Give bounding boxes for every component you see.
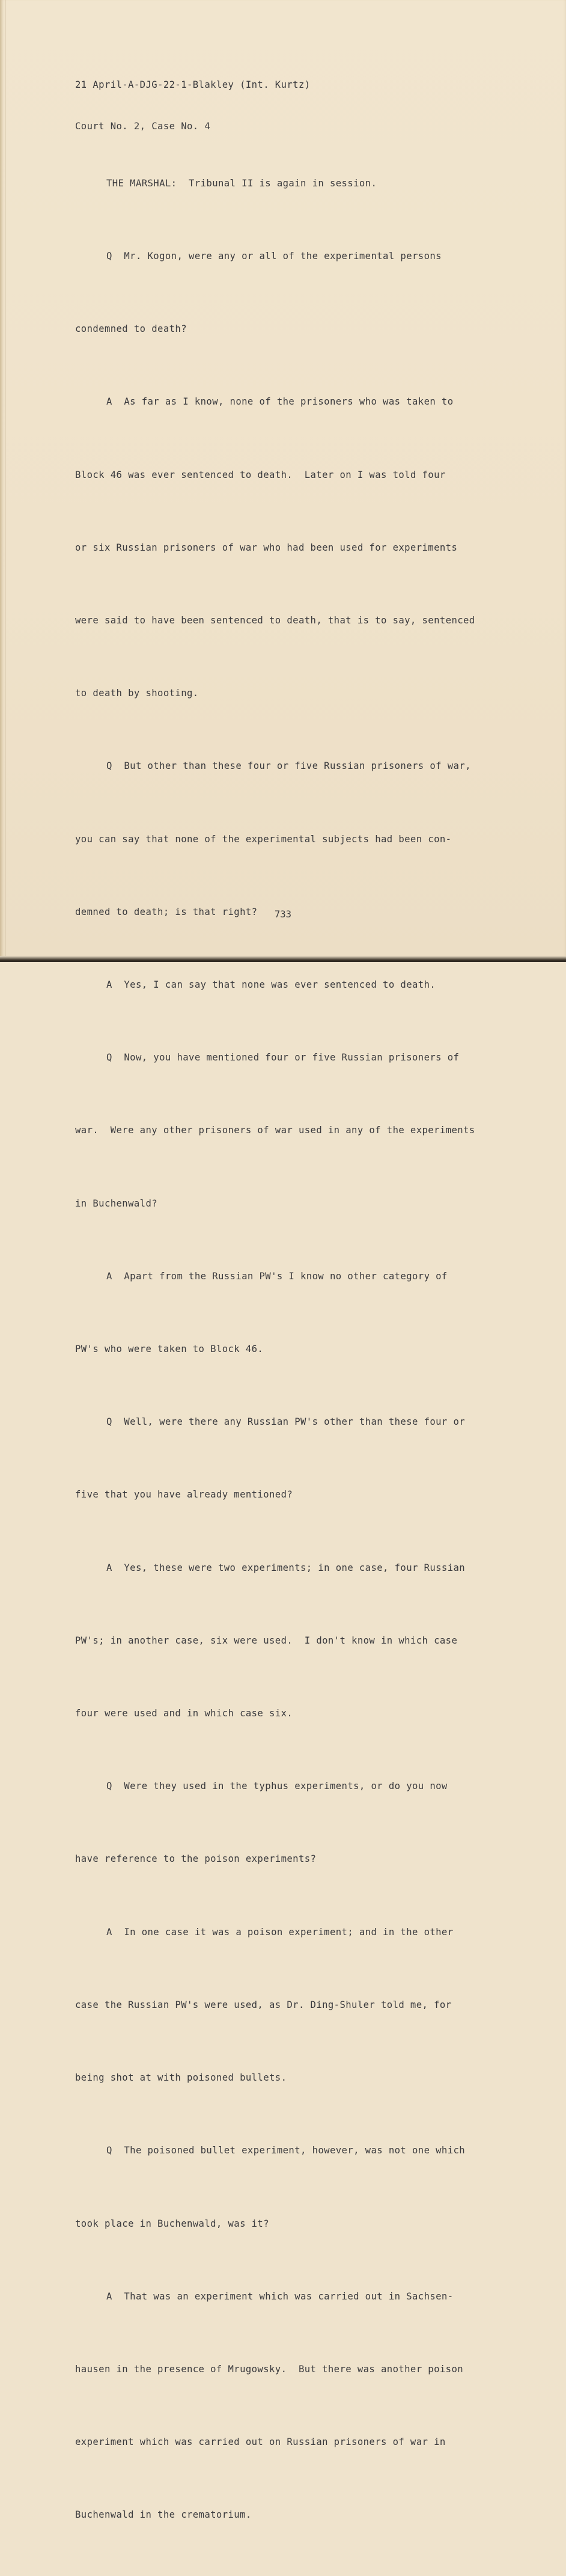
transcript-line: A As far as I know, none of the prisoners who was taken to (106, 396, 454, 408)
transcript-line: demned to death; is that right? (75, 906, 258, 917)
page-bottom-edge (0, 956, 566, 962)
header-line-2: Court No. 2, Case No. 4 (75, 121, 211, 132)
transcript-line: case the Russian PW's were used, as Dr. Ding-Shuler told me, for (75, 1999, 452, 2010)
transcript-body (75, 123, 475, 2576)
transcript-line: A In one case it was a poison experiment; and in the other (106, 1926, 454, 1938)
transcript-line: you can say that none of the experimental subjects had been con- (75, 833, 452, 845)
transcript-line: were said to have been sentenced to death, that is to say, sentenced (75, 615, 475, 626)
transcript-line: Buchenwald in the crematorium. (75, 2509, 252, 2521)
transcript-line: Q Well, were there any Russian PW's other than these four or (106, 1416, 466, 1428)
transcript-line: A Apart from the Russian PW's I know no other category of (106, 1270, 448, 1282)
header-line-1: 21 April-A-DJG-22-1-Blakley (Int. Kurtz) (75, 79, 311, 90)
transcript-line: being shot at with poisoned bullets. (75, 2072, 287, 2084)
transcript-line: have reference to the poison experiments? (75, 1853, 317, 1865)
transcript-line: hausen in the presence of Mrugowsky. But there was another poison (75, 2363, 464, 2375)
transcript-line: THE MARSHAL: Tribunal II is again in session. (106, 177, 377, 189)
transcript-line: Block 46 was ever sentenced to death. Later on I was told four (75, 469, 446, 480)
transcript-line: Q Now, you have mentioned four or five Russian prisoners of (106, 1052, 460, 1063)
transcript-line: experiment which was carried out on Russian prisoners of war in (75, 2437, 446, 2448)
transcript-line: to death by shooting. (75, 688, 199, 699)
transcript-line: Q Were they used in the typhus experiments, or do you now (106, 1781, 448, 1792)
page-number: 733 (274, 909, 292, 920)
transcript-line: four were used and in which case six. (75, 1708, 293, 1719)
transcript-line: PW's who were taken to Block 46. (75, 1344, 264, 1355)
transcript-line: Q But other than these four or five Russian prisoners of war, (106, 760, 471, 772)
transcript-line: Q Mr. Kogon, were any or all of the experimental persons (106, 251, 442, 262)
transcript-line: A Yes, I can say that none was ever sentenced to death. (106, 979, 436, 991)
transcript-line: war. Were any other prisoners of war used in any of the experiments (75, 1125, 475, 1136)
transcript-line: A Yes, these were two experiments; in one case, four Russian (106, 1562, 466, 1573)
transcript-line: PW's; in another case, six were used. I don't know in which case (75, 1635, 458, 1646)
transcript-line: A That was an experiment which was carried out in Sachsen- (106, 2290, 454, 2302)
transcript-line: or six Russian prisoners of war who had been used for experiments (75, 542, 458, 553)
transcript-line: Q The poisoned bullet experiment, however, was not one which (106, 2145, 466, 2156)
transcript-line: five that you have already mentioned? (75, 1489, 293, 1501)
transcript-line: in Buchenwald? (75, 1198, 158, 1209)
transcript-line: condemned to death? (75, 323, 187, 335)
transcript-line: took place in Buchenwald, was it? (75, 2218, 270, 2229)
